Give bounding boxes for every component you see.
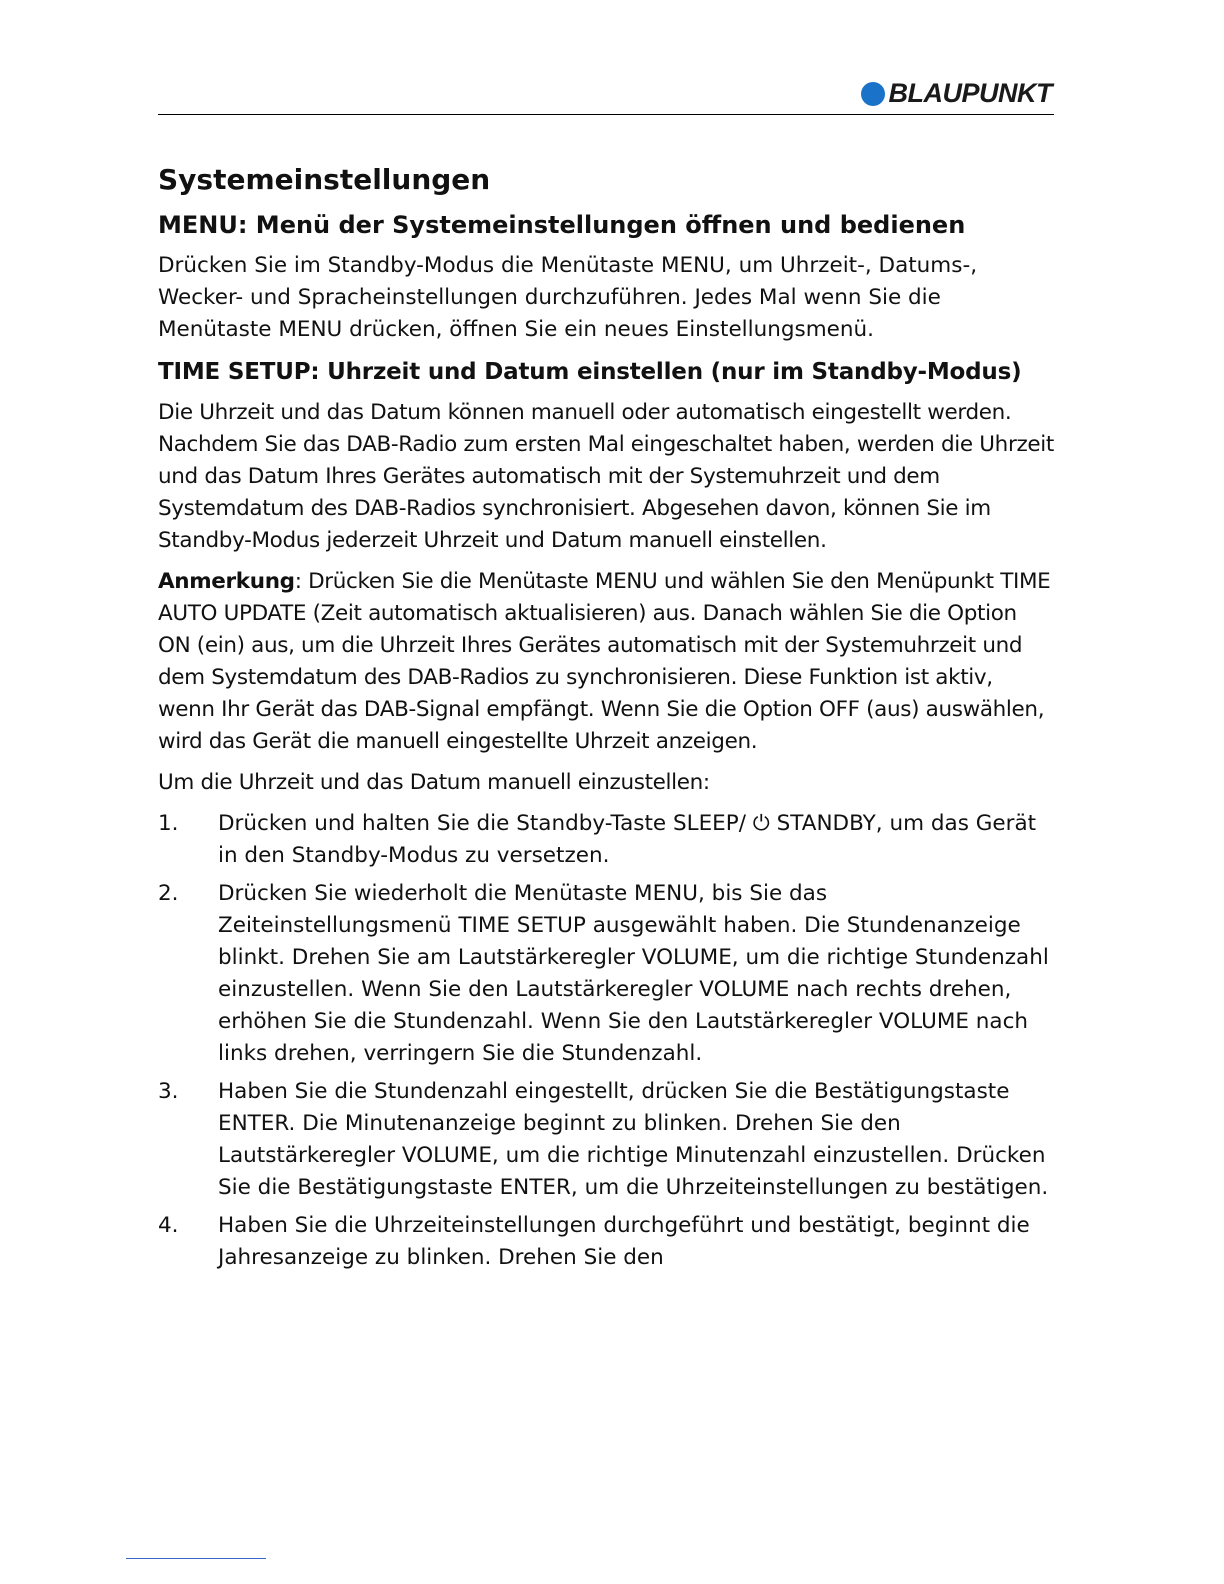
logo-dot-icon [861, 82, 885, 106]
step-text: Drücken Sie wiederholt die Menütaste MENU, bis Sie das Zeiteinstellungsmenü TIME SETUP ausgewählt haben. Die Stundenanzeige blinkt. Drehen Sie am Lautstärkeregler VOLUME, um die richtige Stundenzahl einzustellen. Wenn Sie den Lautstärkeregler VOLUME nach rechts drehen, erhöhen Sie die Stundenzahl. Wenn Sie den Lautstärkeregler VOLUME nach links drehen, verringern Sie die Stundenzahl. [218, 881, 1049, 1066]
step-text: Drücken und halten Sie die Standby-Taste SLEEP/ ⏻ STANDBY, um das Gerät in den Standby-Modus zu versetzen. [218, 811, 1037, 868]
step-text: Haben Sie die Stundenzahl eingestellt, drücken Sie die Bestätigungstaste ENTER. Die Minutenanzeige beginnt zu blinken. Drehen Sie den Lautstärkeregler VOLUME, um die richtige Minutenzahl einzustellen. Drücken Sie die Bestätigungstaste ENTER, um die Uhrzeiteinstellungen zu bestätigen. [218, 1079, 1049, 1200]
step-number: 3. [158, 1079, 179, 1104]
steps-list [158, 808, 1054, 1274]
note-paragraph [158, 566, 1054, 758]
list-item [158, 1210, 1054, 1274]
list-item [158, 808, 1054, 872]
section-paragraph: Drücken Sie im Standby-Modus die Menütaste MENU, um Uhrzeit-, Datums-, Wecker- und Spracheinstellungen durchzuführen. Jedes Mal wenn Sie die Menütaste MENU drücken, öffnen Sie ein neues Einstellungsmenü. [158, 253, 978, 342]
section-heading-time-setup: TIME SETUP: Uhrzeit und Datum einstellen (nur im Standby-Modus) [158, 359, 1022, 385]
list-item [158, 1076, 1054, 1204]
step-text: Haben Sie die Uhrzeiteinstellungen durchgeführt und bestätigt, beginnt die Jahresanzeige zu blinken. Drehen Sie den [218, 1213, 1030, 1270]
step-number: 2. [158, 881, 179, 906]
section-paragraph: Die Uhrzeit und das Datum können manuell oder automatisch eingestellt werden. Nachdem Sie das DAB-Radio zum ersten Mal eingeschaltet haben, werden die Uhrzeit und das Datum Ihres Gerätes automatisch mit der Systemuhrzeit und dem Systemdatum des DAB-Radios synchronisiert. Abgesehen davon, können Sie im Standby-Modus jederzeit Uhrzeit und Datum manuell einstellen. [158, 400, 1054, 553]
brand-logo [861, 78, 1053, 109]
list-item [158, 878, 1054, 1070]
steps-intro: Um die Uhrzeit und das Datum manuell einzustellen: [158, 770, 710, 795]
step-number: 4. [158, 1213, 179, 1238]
note-text: : Drücken Sie die Menütaste MENU und wählen Sie den Menüpunkt TIME AUTO UPDATE (Zeit automatisch aktualisieren) aus. Danach wählen Sie die Option ON (ein) aus, um die Uhrzeit Ihres Gerätes automatisch mit der Systemuhrzeit und dem Systemdatum des DAB-Radios zu synchronisieren. Diese Funktion ist aktiv, wenn Ihr Gerät das DAB-Signal empfängt. Wenn Sie die Option OFF (aus) auswählen, wird das Gerät die manuell eingestellte Uhrzeit anzeigen. [158, 569, 1051, 754]
page-title: Systemeinstellungen [158, 163, 491, 196]
step-number: 1. [158, 811, 179, 836]
page-header [158, 72, 1054, 115]
brand-name: BLAUPUNKT [888, 78, 1052, 108]
section-heading-menu: MENU: Menü der Systemeinstellungen öffnen und bedienen [158, 211, 966, 239]
footer-rule [126, 1558, 266, 1559]
document-body [158, 160, 1054, 1280]
note-label: Anmerkung [158, 569, 295, 594]
